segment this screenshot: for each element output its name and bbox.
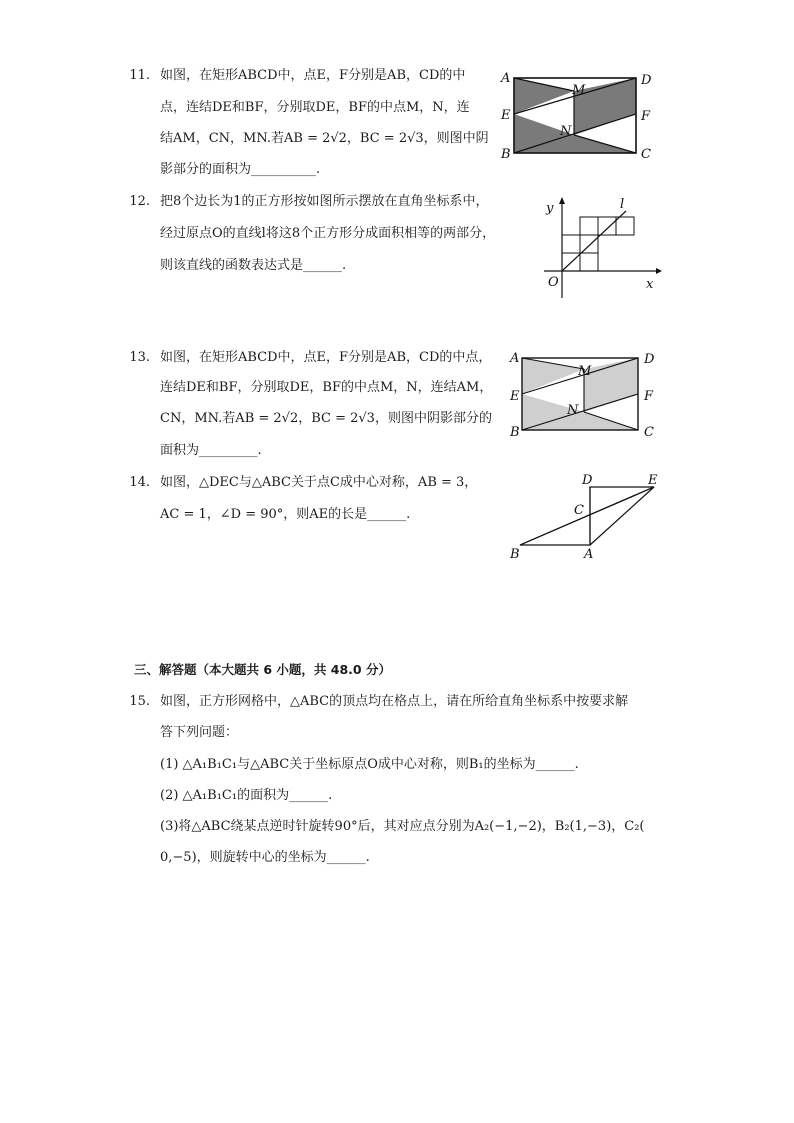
subquestion-3-cont: 0,−5)，则旋转中心的坐标为______.: [160, 850, 370, 865]
question-text-line: 如图，△DEC与△ABC关于点C成中心对称，AB = 3，: [160, 475, 478, 490]
label-M: M: [578, 364, 592, 379]
question-text-line: 如图，在矩形ABCD中，点E，F分别是AB，CD的中点，: [160, 350, 492, 365]
question-text-line: 答下列问题：: [160, 725, 239, 740]
question-number: 13.: [129, 350, 150, 365]
label-A: A: [501, 71, 511, 86]
question-text-line: 如图，在矩形ABCD中，点E，F分别是AB，CD的中: [160, 68, 466, 83]
rectangle-figure-q13: [504, 346, 664, 446]
question-number: 15.: [129, 694, 150, 709]
label-N: N: [560, 124, 572, 139]
question-text-line: 面积为_________.: [160, 443, 262, 458]
subquestion-1: (1) △A₁B₁C₁与△ABC关于坐标原点O成中心对称，则B₁的坐标为______.: [160, 757, 579, 772]
label-F: F: [641, 109, 651, 124]
label-A: A: [510, 351, 520, 366]
section-heading: 三、解答题（本大题共 6 小题，共 48.0 分）: [134, 662, 391, 677]
label-D: D: [641, 73, 652, 88]
question-text-line: 经过原点O的直线l将这8个正方形分成面积相等的两部分，: [160, 226, 496, 241]
question-text-line: AC = 1，∠D = 90°，则AE的长是______.: [160, 507, 411, 522]
label-B: B: [510, 425, 520, 440]
label-M: M: [572, 83, 586, 98]
rectangle-figure-q11: [496, 64, 666, 164]
subquestion-2: (2) △A₁B₁C₁的面积为______.: [160, 788, 333, 803]
label-C: C: [644, 425, 654, 440]
label-E: E: [501, 108, 511, 123]
label-E: E: [510, 389, 520, 404]
label-B: B: [501, 147, 511, 162]
question-text-line: 连结DE和BF，分别取DE，BF的中点M，N，连结AM，: [160, 380, 493, 395]
line-label-l: l: [620, 197, 625, 212]
label-C: C: [574, 503, 584, 518]
label-E: E: [648, 473, 658, 488]
origin-label: O: [548, 275, 559, 290]
question-text-line: 把8个边长为1的正方形按如图所示摆放在直角坐标系中，: [160, 194, 489, 209]
axis-label-x: x: [646, 277, 654, 292]
question-number: 14.: [129, 475, 150, 490]
question-number: 11.: [129, 68, 150, 83]
question-text-line: 如图，正方形网格中，△ABC的顶点均在格点上，请在所给直角坐标系中按要求解: [160, 694, 629, 709]
label-B: B: [510, 547, 520, 562]
label-A: A: [584, 547, 594, 562]
label-F: F: [644, 389, 654, 404]
question-text-line: 影部分的面积为__________.: [160, 162, 321, 177]
question-text-line: 则该直线的函数表达式是______.: [160, 258, 347, 273]
question-number: 12.: [129, 194, 150, 209]
symmetric-triangles-figure-q14: [504, 470, 664, 562]
question-text-line: CN，MN.若AB = 2√2，BC = 2√3，则图中阴影部分的: [160, 411, 492, 426]
question-text-line: 结AM，CN，MN.若AB = 2√2，BC = 2√3，则图中阴: [160, 131, 489, 146]
axis-label-y: y: [546, 201, 554, 216]
label-D: D: [582, 473, 593, 488]
label-D: D: [644, 352, 655, 367]
subquestion-3: (3)将△ABC绕某点逆时针旋转90°后，其对应点分别为A₂(−1,−2)，B₂(1,−3)，C₂(: [160, 819, 645, 834]
question-text-line: 点，连结DE和BF，分别取DE，BF的中点M，N，连: [160, 100, 470, 115]
label-N: N: [567, 403, 579, 418]
label-C: C: [641, 147, 651, 162]
coordinate-grid-figure-q12: [536, 194, 666, 304]
